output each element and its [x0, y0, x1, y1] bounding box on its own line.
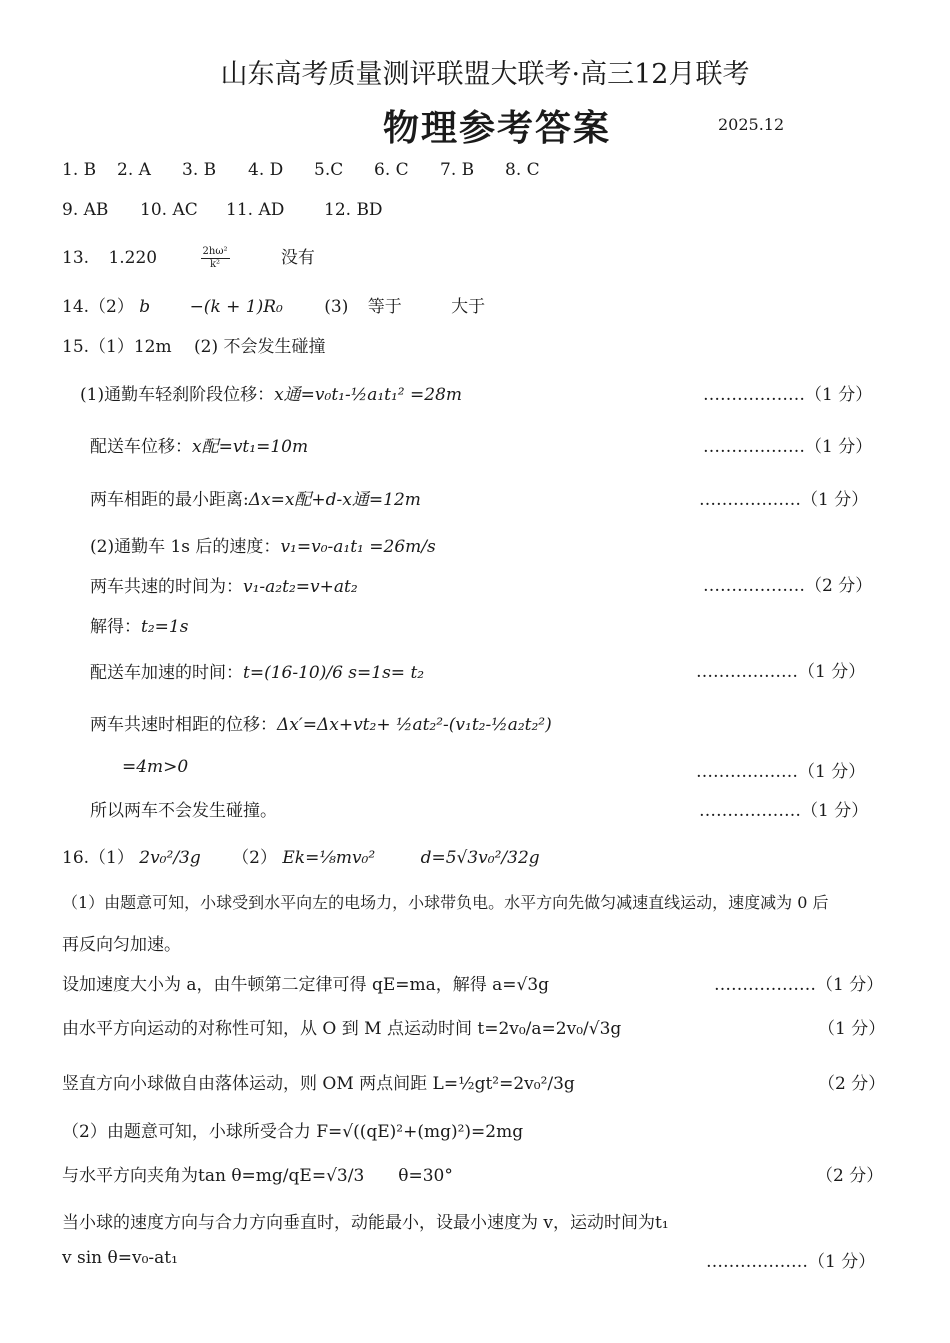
choice-answer: 5.C: [314, 160, 344, 180]
choice-row-1: [62, 160, 540, 180]
q15-points: ………………（1 分）: [696, 762, 866, 782]
q15-points: ………………（1 分）: [703, 437, 873, 457]
q15-line: 解得：t₂=1s: [90, 617, 189, 637]
choice-answer: 1. B: [62, 160, 97, 180]
choice-answer: 3. B: [182, 160, 217, 180]
choice-answer: 2. A: [117, 160, 151, 180]
choice-answer: 10. AC: [140, 200, 198, 220]
q13-answer1: 1.220: [108, 248, 158, 268]
q15-points: ………………（2 分）: [703, 576, 873, 596]
q15-points: ………………（1 分）: [703, 385, 873, 405]
choice-answer: 7. B: [440, 160, 475, 180]
q16-line: （2）由题意可知，小球所受合力 F=√((qE)²+(mg)²)=2mg: [62, 1122, 524, 1142]
q15-line: 两车共速时相距的位移：Δx′=Δx+vt₂+ ½at₂²-(v₁t₂-½a₂t₂²): [90, 715, 552, 735]
choice-answer: 11. AD: [226, 200, 285, 220]
q15-line: (1)通勤车轻刹阶段位移：x通=v₀t₁-½a₁t₁² =28m: [80, 385, 463, 405]
page-title: 物理参考答案: [383, 107, 612, 149]
exam-date: 2025.12: [718, 115, 785, 134]
q15-line: 配送车位移：x配=vt₁=10m: [90, 437, 309, 457]
choice-row-2: [62, 200, 383, 220]
q16-summary: 16.（1） 2v₀²/3g （2） Ek=⅛mv₀² d=5√3v₀²/32g: [62, 848, 540, 868]
q14-label: 14.（2）: [62, 297, 134, 317]
q15-line: 所以两车不会发生碰撞。: [90, 801, 277, 821]
choice-answer: 9. AB: [62, 200, 109, 220]
choice-answer: 8. C: [505, 160, 540, 180]
choice-answer: 6. C: [374, 160, 409, 180]
q13-answer3: 没有: [280, 248, 315, 268]
q15-line: 两车相距的最小距离:Δx=x配+d-x通=12m: [90, 490, 421, 510]
q16-points: ………………（1 分）: [706, 1252, 876, 1272]
q14-row: [62, 292, 485, 317]
q16-points: （1 分）: [818, 1019, 886, 1039]
q14-part3: (3): [324, 297, 349, 317]
q16-line: 与水平方向夹角为tan θ=mg/qE=√3/3 θ=30°: [62, 1166, 453, 1186]
q16-paragraph: 再反向匀加速。: [62, 935, 181, 955]
q16-line: 当小球的速度方向与合力方向垂直时，动能最小，设最小速度为 v，运动时间为t₁: [62, 1213, 669, 1233]
q15-summary: 15.（1）12m (2) 不会发生碰撞: [62, 337, 326, 357]
q16-points: ………………（1 分）: [714, 975, 884, 995]
q14-answer3: 等于: [367, 297, 402, 317]
q15-points: ………………（1 分）: [696, 662, 866, 682]
q14-answer2: −(k + 1)R₀: [189, 297, 283, 317]
q13-frac-num: 2hω²: [202, 246, 228, 257]
q13-frac-den: k²: [209, 259, 221, 270]
q15-points: ………………（1 分）: [699, 801, 869, 821]
q14-answer4: 大于: [451, 297, 486, 317]
q13-row: [62, 243, 315, 271]
q16-paragraph: （1）由题意可知，小球受到水平向左的电场力，小球带负电。水平方向先做匀减速直线运动，速度减为 0 后: [62, 893, 829, 912]
q15-line: (2)通勤车 1s 后的速度：v₁=v₀-a₁t₁ =26m/s: [90, 537, 436, 557]
q15-line: 两车共速的时间为：v₁-a₂t₂=v+at₂: [90, 577, 358, 597]
q15-points: ………………（1 分）: [699, 490, 869, 510]
q16-line: 由水平方向运动的对称性可知，从 O 到 M 点运动时间 t=2v₀/a=2v₀/√3g: [62, 1019, 622, 1039]
q16-line: v sin θ=v₀-at₁: [62, 1248, 178, 1268]
q16-points: （2 分）: [816, 1166, 884, 1186]
exam-title: 山东高考质量测评联盟大联考·高三12月联考: [220, 59, 750, 90]
q13-fraction: [201, 246, 230, 271]
q15-line: =4m>0: [122, 757, 189, 777]
choice-answer: 4. D: [248, 160, 284, 180]
q16-line: 竖直方向小球做自由落体运动，则 OM 两点间距 L=½gt²=2v₀²/3g: [62, 1074, 575, 1094]
q14-answer1: b: [139, 297, 151, 317]
q13-label: 13.: [62, 248, 90, 268]
q15-line: 配送车加速的时间：t=(16-10)/6 s=1s= t₂: [90, 663, 425, 683]
q16-line: 设加速度大小为 a，由牛顿第二定律可得 qE=ma，解得 a=√3g: [62, 975, 550, 995]
choice-answer: 12. BD: [324, 200, 383, 220]
q16-points: （2 分）: [818, 1074, 886, 1094]
